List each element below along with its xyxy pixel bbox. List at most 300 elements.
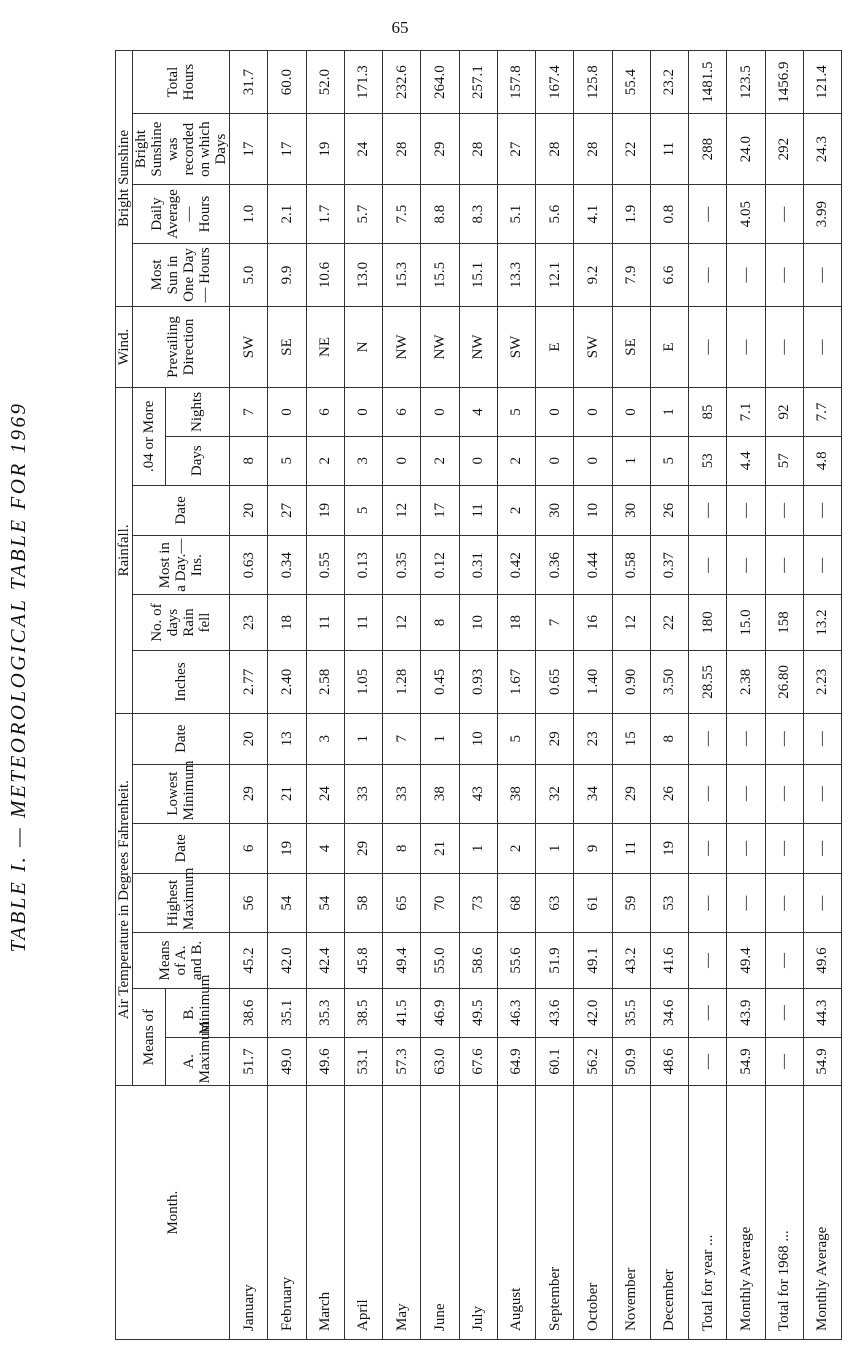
cell-ldate: 8 xyxy=(650,713,688,764)
header-rain-days: No. of days Rain fell xyxy=(133,595,230,651)
cell-nights: 0 xyxy=(536,388,574,437)
cell-days: 0 xyxy=(536,436,574,485)
cell-hmax: 53 xyxy=(650,874,688,933)
cell-hdate: 6 xyxy=(230,823,268,874)
summary-sun-days: 288 xyxy=(689,114,727,185)
cell-avg: 1.7 xyxy=(306,185,344,244)
cell-ldate: 13 xyxy=(268,713,306,764)
cell-hdate: 11 xyxy=(612,823,650,874)
cell-most-sun: 15.1 xyxy=(459,243,497,306)
cell-sun-days: 19 xyxy=(306,114,344,185)
summary-label: Monthly Average xyxy=(727,1086,765,1340)
summary-avg: 4.05 xyxy=(727,185,765,244)
header-minimum-b: B. Minimum xyxy=(165,988,229,1037)
cell-hmax: 54 xyxy=(268,874,306,933)
cell-hmax: 68 xyxy=(497,874,535,933)
cell-mean: 55.6 xyxy=(497,933,535,989)
cell-hmax: 61 xyxy=(574,874,612,933)
summary-dash: — xyxy=(765,874,803,933)
cell-rdate: 26 xyxy=(650,485,688,536)
cell-rdate: 27 xyxy=(268,485,306,536)
cell-nights: 1 xyxy=(650,388,688,437)
header-month: Month. xyxy=(116,1086,230,1340)
table-row xyxy=(268,51,306,1340)
summary-dash: — xyxy=(803,306,841,387)
cell-lmin: 38 xyxy=(497,764,535,823)
cell-max-a: 50.9 xyxy=(612,1037,650,1086)
cell-nights: 4 xyxy=(459,388,497,437)
cell-days: 5 xyxy=(650,436,688,485)
summary-dash: — xyxy=(803,764,841,823)
summary-dash: — xyxy=(727,713,765,764)
cell-month: April xyxy=(344,1086,382,1340)
summary-inches: 26.80 xyxy=(765,650,803,713)
cell-sun-days: 22 xyxy=(612,114,650,185)
cell-hmax: 70 xyxy=(421,874,459,933)
cell-max-a: 67.6 xyxy=(459,1037,497,1086)
summary-dash: — xyxy=(689,874,727,933)
cell-hmax: 65 xyxy=(383,874,421,933)
cell-most: 0.31 xyxy=(459,536,497,595)
cell-most-sun: 6.6 xyxy=(650,243,688,306)
cell-max-a: 60.1 xyxy=(536,1037,574,1086)
cell-wind: SE xyxy=(612,306,650,387)
cell-ldate: 3 xyxy=(306,713,344,764)
cell-most: 0.12 xyxy=(421,536,459,595)
cell-ldate: 20 xyxy=(230,713,268,764)
cell-min-b: 34.6 xyxy=(650,988,688,1037)
cell-wind: SW xyxy=(497,306,535,387)
cell-most-sun: 9.9 xyxy=(268,243,306,306)
cell-total: 31.7 xyxy=(230,51,268,114)
cell-inches: 0.65 xyxy=(536,650,574,713)
cell-rdate: 11 xyxy=(459,485,497,536)
group-bright-sunshine: Bright Sunshine xyxy=(116,51,133,307)
cell-rdate: 19 xyxy=(306,485,344,536)
summary-dash: — xyxy=(803,823,841,874)
cell-hdate: 1 xyxy=(459,823,497,874)
cell-days: 5 xyxy=(268,436,306,485)
summary-dash: — xyxy=(765,933,803,989)
summary-nights: 7.1 xyxy=(727,388,765,437)
cell-rdate: 5 xyxy=(344,485,382,536)
summary-dash: — xyxy=(803,713,841,764)
cell-max-a: 57.3 xyxy=(383,1037,421,1086)
cell-hdate: 21 xyxy=(421,823,459,874)
summary-dash: — xyxy=(689,485,727,536)
cell-nights: 0 xyxy=(344,388,382,437)
cell-total: 60.0 xyxy=(268,51,306,114)
cell-rain-days: 12 xyxy=(612,595,650,651)
table-row xyxy=(230,51,268,1340)
summary-nights: 92 xyxy=(765,388,803,437)
cell-days: 0 xyxy=(383,436,421,485)
cell-mean: 58.6 xyxy=(459,933,497,989)
table-row xyxy=(459,51,497,1340)
summary-rain-days: 158 xyxy=(765,595,803,651)
summary-dash: — xyxy=(689,713,727,764)
cell-max-a: 49.0 xyxy=(268,1037,306,1086)
cell-rain-days: 8 xyxy=(421,595,459,651)
cell-sun-days: 11 xyxy=(650,114,688,185)
cell-most-sun: 5.0 xyxy=(230,243,268,306)
cell-month: May xyxy=(383,1086,421,1340)
summary-dash: — xyxy=(765,1037,803,1086)
summary-days: 4.8 xyxy=(803,436,841,485)
cell-lmin: 33 xyxy=(344,764,382,823)
cell-max-a: 48.6 xyxy=(650,1037,688,1086)
cell-days: 2 xyxy=(306,436,344,485)
cell-avg: 1.0 xyxy=(230,185,268,244)
group-rainfall: Rainfall. xyxy=(116,388,133,714)
cell-inches: 1.40 xyxy=(574,650,612,713)
cell-most: 0.63 xyxy=(230,536,268,595)
cell-most: 0.44 xyxy=(574,536,612,595)
cell-mean: 42.0 xyxy=(268,933,306,989)
cell-rain-days: 18 xyxy=(497,595,535,651)
cell-hmax: 63 xyxy=(536,874,574,933)
summary-label: Total for 1968 ... xyxy=(765,1086,803,1340)
cell-inches: 0.45 xyxy=(421,650,459,713)
cell-min-b: 43.6 xyxy=(536,988,574,1037)
table-row xyxy=(306,51,344,1340)
cell-min-b: 38.6 xyxy=(230,988,268,1037)
cell-month: September xyxy=(536,1086,574,1340)
cell-most-sun: 7.9 xyxy=(612,243,650,306)
summary-label: Monthly Average xyxy=(803,1086,841,1340)
cell-inches: 0.93 xyxy=(459,650,497,713)
cell-inches: 2.77 xyxy=(230,650,268,713)
header-maximum-a: A. Maximum xyxy=(165,1037,229,1086)
summary-total: 1456.9 xyxy=(765,51,803,114)
summary-days: 53 xyxy=(689,436,727,485)
summary-dash: — xyxy=(727,536,765,595)
summary-dash: — xyxy=(803,243,841,306)
cell-max-a: 53.1 xyxy=(344,1037,382,1086)
cell-total: 157.8 xyxy=(497,51,535,114)
cell-sun-days: 28 xyxy=(383,114,421,185)
summary-dash: — xyxy=(765,988,803,1037)
header-lowest-minimum: Lowest Minimum xyxy=(133,764,230,823)
cell-most-sun: 13.0 xyxy=(344,243,382,306)
cell-avg: 5.6 xyxy=(536,185,574,244)
cell-most-sun: 15.3 xyxy=(383,243,421,306)
summary-dash: — xyxy=(689,1037,727,1086)
header-most-sun: Most Sun in One Day — Hours xyxy=(133,243,230,306)
summary-sun-days: 24.0 xyxy=(727,114,765,185)
cell-sun-days: 17 xyxy=(230,114,268,185)
cell-mean: 42.4 xyxy=(306,933,344,989)
table-body xyxy=(230,51,842,1340)
header-days: Days xyxy=(165,436,229,485)
summary-rain-days: 13.2 xyxy=(803,595,841,651)
summary-row xyxy=(727,51,765,1340)
summary-avg: — xyxy=(689,185,727,244)
table-row xyxy=(497,51,535,1340)
table-row xyxy=(650,51,688,1340)
cell-rdate: 20 xyxy=(230,485,268,536)
cell-avg: 1.9 xyxy=(612,185,650,244)
header-sunshine-days: Bright Sunshine was recorded on which Days xyxy=(133,114,230,185)
summary-nights: 85 xyxy=(689,388,727,437)
table-row xyxy=(612,51,650,1340)
summary-dash: — xyxy=(803,536,841,595)
cell-most: 0.55 xyxy=(306,536,344,595)
cell-avg: 2.1 xyxy=(268,185,306,244)
cell-wind: E xyxy=(650,306,688,387)
summary-dash: — xyxy=(727,823,765,874)
table-row xyxy=(383,51,421,1340)
cell-total: 52.0 xyxy=(306,51,344,114)
table-title: TABLE I. — METEOROLOGICAL TABLE FOR 1969 xyxy=(6,401,30,953)
cell-ldate: 23 xyxy=(574,713,612,764)
summary-sun-days: 24.3 xyxy=(803,114,841,185)
summary-dash: — xyxy=(765,485,803,536)
cell-rain-days: 11 xyxy=(344,595,382,651)
cell-rdate: 30 xyxy=(536,485,574,536)
summary-dash: — xyxy=(803,874,841,933)
summary-rain-days: 180 xyxy=(689,595,727,651)
cell-avg: 0.8 xyxy=(650,185,688,244)
cell-max-a: 51.7 xyxy=(230,1037,268,1086)
cell-days: 8 xyxy=(230,436,268,485)
summary-dash: — xyxy=(765,764,803,823)
summary-rain-days: 15.0 xyxy=(727,595,765,651)
cell-month: July xyxy=(459,1086,497,1340)
cell-days: 0 xyxy=(574,436,612,485)
header-highest-maximum: Highest Maximum xyxy=(133,874,230,933)
summary-dash: — xyxy=(765,243,803,306)
meteorological-table xyxy=(115,50,842,1340)
cell-days: 2 xyxy=(497,436,535,485)
cell-mean: 55.0 xyxy=(421,933,459,989)
cell-hmax: 73 xyxy=(459,874,497,933)
header-date-rain: Date xyxy=(133,485,230,536)
cell-avg: 5.1 xyxy=(497,185,535,244)
summary-min-b: 43.9 xyxy=(727,988,765,1037)
cell-most-sun: 13.3 xyxy=(497,243,535,306)
meteorological-table-wrapper xyxy=(115,50,831,1340)
page-number: 65 xyxy=(391,18,409,37)
cell-hmax: 56 xyxy=(230,874,268,933)
cell-avg: 7.5 xyxy=(383,185,421,244)
cell-hmax: 59 xyxy=(612,874,650,933)
cell-rain-days: 16 xyxy=(574,595,612,651)
cell-most: 0.42 xyxy=(497,536,535,595)
cell-nights: 0 xyxy=(268,388,306,437)
cell-days: 1 xyxy=(612,436,650,485)
cell-avg: 4.1 xyxy=(574,185,612,244)
header-prevailing-direction: Prevailing Direction xyxy=(133,306,230,387)
cell-lmin: 33 xyxy=(383,764,421,823)
cell-hdate: 19 xyxy=(650,823,688,874)
cell-days: 2 xyxy=(421,436,459,485)
header-daily-average: Daily Average — Hours xyxy=(133,185,230,244)
cell-lmin: 29 xyxy=(612,764,650,823)
summary-nights: 7.7 xyxy=(803,388,841,437)
cell-nights: 5 xyxy=(497,388,535,437)
cell-nights: 0 xyxy=(574,388,612,437)
cell-month: January xyxy=(230,1086,268,1340)
cell-rdate: 10 xyxy=(574,485,612,536)
cell-inches: 1.67 xyxy=(497,650,535,713)
group-04-or-more: .04 or More xyxy=(133,388,166,485)
cell-sun-days: 24 xyxy=(344,114,382,185)
cell-month: August xyxy=(497,1086,535,1340)
cell-mean: 49.4 xyxy=(383,933,421,989)
cell-nights: 0 xyxy=(421,388,459,437)
cell-sun-days: 28 xyxy=(574,114,612,185)
cell-rain-days: 23 xyxy=(230,595,268,651)
summary-dash: — xyxy=(765,185,803,244)
cell-inches: 0.90 xyxy=(612,650,650,713)
cell-wind: E xyxy=(536,306,574,387)
summary-dash: — xyxy=(689,243,727,306)
summary-dash: — xyxy=(689,933,727,989)
summary-max-a: 54.9 xyxy=(727,1037,765,1086)
cell-sun-days: 28 xyxy=(536,114,574,185)
summary-dash: — xyxy=(727,306,765,387)
cell-mean: 45.8 xyxy=(344,933,382,989)
cell-sun-days: 29 xyxy=(421,114,459,185)
header-total-hours: Total Hours xyxy=(133,51,230,114)
cell-min-b: 38.5 xyxy=(344,988,382,1037)
summary-row xyxy=(689,51,727,1340)
cell-total: 264.0 xyxy=(421,51,459,114)
cell-max-a: 64.9 xyxy=(497,1037,535,1086)
cell-hdate: 9 xyxy=(574,823,612,874)
cell-lmin: 29 xyxy=(230,764,268,823)
cell-avg: 8.3 xyxy=(459,185,497,244)
summary-avg: 3.99 xyxy=(803,185,841,244)
cell-ldate: 10 xyxy=(459,713,497,764)
summary-inches: 2.38 xyxy=(727,650,765,713)
cell-lmin: 43 xyxy=(459,764,497,823)
summary-inches: 28.55 xyxy=(689,650,727,713)
cell-rain-days: 12 xyxy=(383,595,421,651)
summary-mean: 49.6 xyxy=(803,933,841,989)
cell-wind: SW xyxy=(230,306,268,387)
summary-sun-days: 292 xyxy=(765,114,803,185)
cell-rdate: 17 xyxy=(421,485,459,536)
cell-rain-days: 18 xyxy=(268,595,306,651)
summary-dash: — xyxy=(765,306,803,387)
cell-ldate: 29 xyxy=(536,713,574,764)
cell-most: 0.36 xyxy=(536,536,574,595)
cell-hmax: 58 xyxy=(344,874,382,933)
summary-dash: — xyxy=(765,536,803,595)
cell-min-b: 42.0 xyxy=(574,988,612,1037)
summary-row xyxy=(803,51,841,1340)
summary-dash: — xyxy=(727,243,765,306)
cell-total: 125.8 xyxy=(574,51,612,114)
cell-inches: 1.28 xyxy=(383,650,421,713)
cell-max-a: 56.2 xyxy=(574,1037,612,1086)
summary-mean: 49.4 xyxy=(727,933,765,989)
cell-wind: NW xyxy=(459,306,497,387)
header-date-highest: Date xyxy=(133,823,230,874)
cell-ldate: 15 xyxy=(612,713,650,764)
summary-min-b: 44.3 xyxy=(803,988,841,1037)
cell-rain-days: 11 xyxy=(306,595,344,651)
cell-hdate: 4 xyxy=(306,823,344,874)
cell-most: 0.34 xyxy=(268,536,306,595)
cell-sun-days: 28 xyxy=(459,114,497,185)
cell-wind: SE xyxy=(268,306,306,387)
cell-sun-days: 17 xyxy=(268,114,306,185)
cell-avg: 8.8 xyxy=(421,185,459,244)
cell-wind: NW xyxy=(383,306,421,387)
summary-dash: — xyxy=(803,485,841,536)
cell-hdate: 19 xyxy=(268,823,306,874)
header-inches: Inches xyxy=(133,650,230,713)
cell-inches: 2.40 xyxy=(268,650,306,713)
header-date-lowest: Date xyxy=(133,713,230,764)
header-means-ab: Means of A. and B. xyxy=(133,933,230,989)
cell-mean: 41.6 xyxy=(650,933,688,989)
summary-total: 121.4 xyxy=(803,51,841,114)
cell-wind: N xyxy=(344,306,382,387)
cell-hmax: 54 xyxy=(306,874,344,933)
group-air-temperature: Air Temperature in Degrees Fahrenheit. xyxy=(116,713,133,1085)
cell-total: 171.3 xyxy=(344,51,382,114)
cell-min-b: 35.5 xyxy=(612,988,650,1037)
cell-total: 23.2 xyxy=(650,51,688,114)
cell-ldate: 5 xyxy=(497,713,535,764)
cell-min-b: 35.1 xyxy=(268,988,306,1037)
summary-dash: — xyxy=(727,485,765,536)
cell-ldate: 1 xyxy=(421,713,459,764)
cell-rain-days: 7 xyxy=(536,595,574,651)
cell-most-sun: 12.1 xyxy=(536,243,574,306)
cell-lmin: 24 xyxy=(306,764,344,823)
summary-total: 123.5 xyxy=(727,51,765,114)
cell-total: 167.4 xyxy=(536,51,574,114)
cell-hdate: 8 xyxy=(383,823,421,874)
header-most-in-day: Most in a Day.—Ins. xyxy=(133,536,230,595)
cell-month: December xyxy=(650,1086,688,1340)
cell-month: June xyxy=(421,1086,459,1340)
cell-days: 3 xyxy=(344,436,382,485)
cell-min-b: 49.5 xyxy=(459,988,497,1037)
group-means-of: Means of xyxy=(133,988,166,1085)
cell-most-sun: 9.2 xyxy=(574,243,612,306)
cell-mean: 43.2 xyxy=(612,933,650,989)
cell-month: October xyxy=(574,1086,612,1340)
summary-dash: — xyxy=(727,874,765,933)
summary-days: 57 xyxy=(765,436,803,485)
summary-max-a: 54.9 xyxy=(803,1037,841,1086)
cell-ldate: 1 xyxy=(344,713,382,764)
summary-total: 1481.5 xyxy=(689,51,727,114)
cell-most: 0.13 xyxy=(344,536,382,595)
cell-avg: 5.7 xyxy=(344,185,382,244)
cell-lmin: 26 xyxy=(650,764,688,823)
cell-max-a: 63.0 xyxy=(421,1037,459,1086)
cell-mean: 49.1 xyxy=(574,933,612,989)
cell-total: 55.4 xyxy=(612,51,650,114)
summary-dash: — xyxy=(689,306,727,387)
summary-dash: — xyxy=(689,988,727,1037)
cell-total: 257.1 xyxy=(459,51,497,114)
cell-rain-days: 22 xyxy=(650,595,688,651)
table-row xyxy=(344,51,382,1340)
cell-mean: 45.2 xyxy=(230,933,268,989)
group-wind: Wind. xyxy=(116,306,133,387)
summary-label: Total for year ... xyxy=(689,1086,727,1340)
table-row xyxy=(574,51,612,1340)
summary-row xyxy=(765,51,803,1340)
